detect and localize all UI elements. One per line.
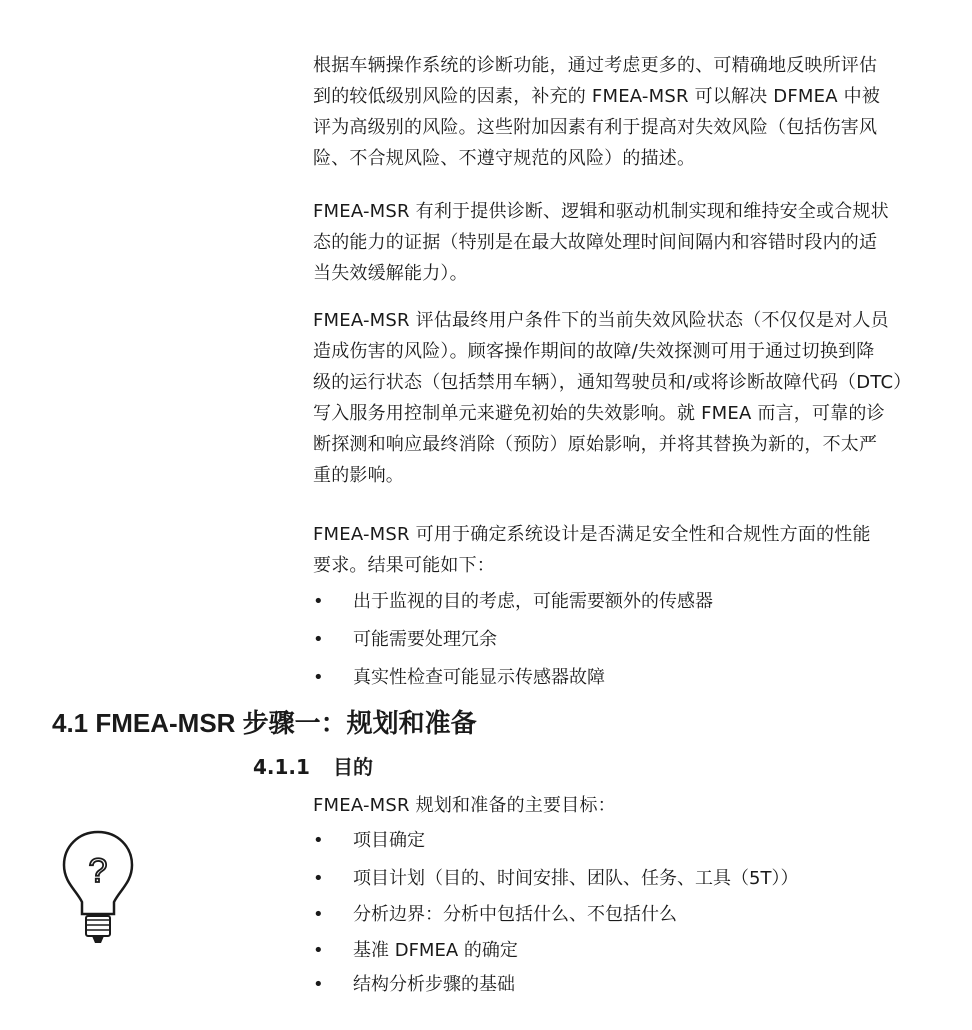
text-line: 根据车辆操作系统的诊断功能，通过考虑更多的、可精确地反映所评估 [313, 55, 878, 76]
list-item [313, 902, 677, 928]
paragraph-diagnostic-risk [313, 50, 923, 174]
text-line: 造成伤害的风险）。顾客操作期间的故障/失效探测可用于通过切换到降 [313, 341, 875, 362]
bullet-marker: • [313, 667, 324, 688]
list-item-text: 出于监视的目的考虑，可能需要额外的传感器 [353, 591, 713, 612]
section-heading: 4.1 FMEA-MSR 步骤一：规划和准备 [52, 708, 477, 738]
list-item [313, 589, 713, 615]
text-line: 到的较低级别风险的因素，补充的 FMEA-MSR 可以解决 DFMEA 中被 [313, 86, 881, 107]
list-item-text: 项目确定 [353, 830, 425, 851]
list-item [313, 665, 605, 691]
list-item [313, 972, 515, 998]
text-line: 断探测和响应最终消除（预防）原始影响，并将其替换为新的，不太严 [313, 434, 878, 455]
text-line: 级的运行状态（包括禁用车辆），通知驾驶员和/或将诊断故障代码（DTC） [313, 372, 912, 393]
list-item-text: 分析边界：分析中包括什么、不包括什么 [353, 904, 677, 925]
text-line: FMEA-MSR 有利于提供诊断、逻辑和驱动机制实现和维持安全或合规状 [313, 201, 889, 222]
list-item-text: 项目计划（目的、时间安排、团队、任务、工具（5T）） [353, 868, 799, 889]
list-item-text: 结构分析步骤的基础 [353, 974, 515, 995]
bullet-marker: • [313, 868, 324, 889]
paragraph-evidence [313, 196, 923, 289]
text-line: FMEA-MSR 可用于确定系统设计是否满足安全性和合规性方面的性能 [313, 524, 871, 545]
bullet-marker: • [313, 904, 324, 925]
subsection-heading [253, 752, 373, 782]
text-line: FMEA-MSR 评估最终用户条件下的当前失效风险状态（不仅仅是对人员 [313, 310, 889, 331]
text-line: 重的影响。 [313, 465, 404, 486]
question-mark: ? [88, 852, 108, 890]
list-item [313, 938, 518, 964]
list-item-text: 基准 DFMEA 的确定 [353, 940, 518, 961]
bullet-marker: • [313, 830, 324, 851]
paragraph-requirements [313, 519, 923, 581]
bullet-marker: • [313, 591, 324, 612]
list-item [313, 828, 425, 854]
list-item-text: 真实性检查可能显示传感器故障 [353, 667, 605, 688]
text-line: 写入服务用控制单元来避免初始的失效影响。就 FMEA 而言，可靠的诊 [313, 403, 885, 424]
subsection-number: 4.1.1 [253, 755, 310, 779]
paragraph-current-risk [313, 305, 923, 491]
text-line: 评为高级别的风险。这些附加因素有利于提高对失效风险（包括伤害风 [313, 117, 878, 138]
text-line: 要求。结果可能如下： [313, 555, 495, 576]
text-line: FMEA-MSR 规划和准备的主要目标： [313, 795, 616, 816]
lightbulb-question-icon [60, 830, 136, 954]
list-item-text: 可能需要处理冗余 [353, 629, 497, 650]
list-item [313, 627, 497, 653]
text-line: 险、不合规风险、不遵守规范的风险）的描述。 [313, 148, 696, 169]
goals-intro [313, 790, 923, 821]
bullet-marker: • [313, 629, 324, 650]
subsection-title: 目的 [333, 755, 373, 779]
list-item [313, 866, 798, 892]
text-line: 态的能力的证据（特别是在最大故障处理时间间隔内和容错时段内的适 [313, 232, 878, 253]
bullet-marker: • [313, 940, 324, 961]
text-line: 当失效缓解能力）。 [313, 263, 468, 284]
bullet-marker: • [313, 974, 324, 995]
